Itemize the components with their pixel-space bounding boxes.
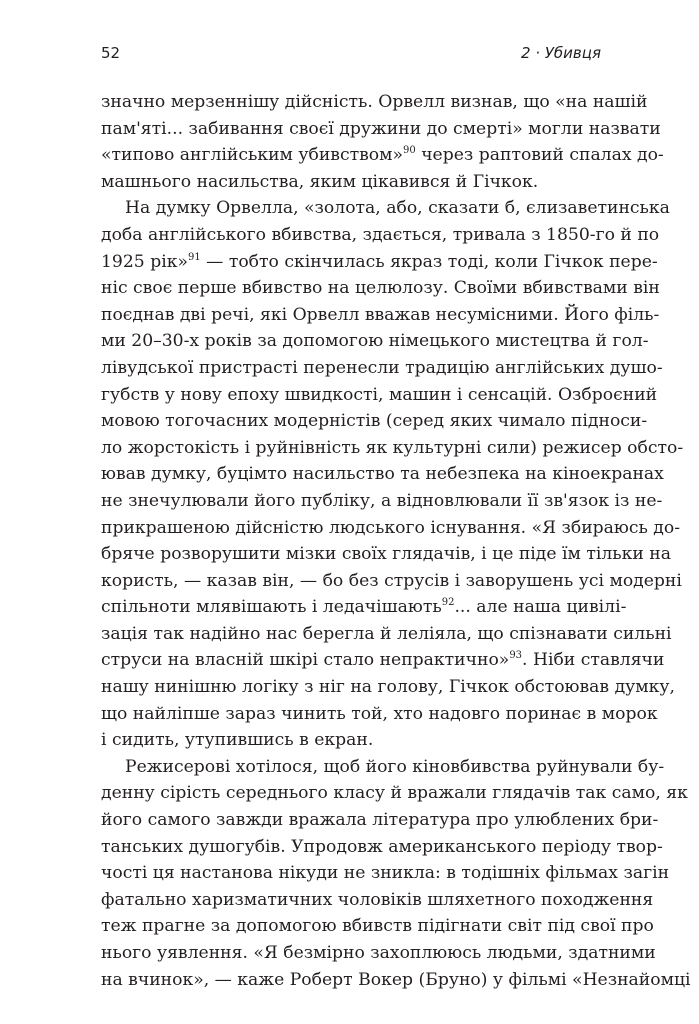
text-segment: зація так надійно нас берегла й леліяла, що спізнавати сильні [101,623,672,644]
footnote-ref: 91 [187,251,201,263]
text-line [101,834,663,861]
text-line [101,780,688,807]
text-line [101,674,675,701]
text-line [101,249,658,276]
text-segment: доба англійського вбивства, здається, тривала з 1850-го й по [101,224,660,245]
text-segment: . Ніби ставлячи [522,650,665,671]
text-line [101,807,659,834]
footnote-ref: 92 [441,597,455,609]
text-segment: бряче розворушити мізки своїх глядачів, і це піде їм тільки на [101,544,671,565]
text-segment: струси на власній шкірі стало непрактично» [101,650,510,671]
text-line [101,142,664,169]
text-line [101,860,670,887]
text-line [101,461,664,488]
text-line [101,222,660,249]
text-segment: що найліпше зараз чинить той, хто надовго поринає в морок [101,703,658,724]
text-line [101,408,648,435]
text-segment: спільноти млявішають і ледачішають [101,597,442,618]
text-segment: і сидить, утупившись в екран. [101,730,374,751]
text-segment: ніс своє перше вбивство на целюлозу. Своїми вбивствами він [101,278,660,299]
text-segment: чості ця настанова нікуди не зникла: в тодішніх фільмах загін [101,863,670,884]
text-segment: не знечулювали його публіку, а відновлювали її зв'язок із не- [101,490,663,511]
text-segment: — тобто скінчилась якраз тоді, коли Гічкок пере- [200,251,658,272]
text-segment: 1925 рік» [101,251,188,272]
text-segment: поєднав дві речі, які Орвелл вважав несумісними. Його філь- [101,304,660,325]
text-line [101,116,661,143]
text-segment: мовою тогочасних модерністів (серед яких чимало підноси- [101,411,648,432]
text-segment: через раптовий спалах до- [415,145,664,166]
text-segment: значно мерзеннішу дійсність. Орвелл визнав, що «на нашій [101,92,648,112]
text-segment: прикрашеною дійсністю людського існування. «Я збираюсь до- [101,517,681,538]
text-line [101,488,663,515]
text-segment: його самого завжди вражала література про улюблених бри- [101,810,659,831]
page-number: 52 [101,44,121,62]
text-line [101,913,654,940]
text-segment: нашу нинішню логіку з ніг на голову, Гічкок обстоював думку, [101,677,675,698]
text-line [101,302,660,329]
text-line [101,754,665,781]
body-text [101,89,691,993]
text-segment: пам'яті... забивання своєї дружини до смерті» могли назвати [101,118,661,139]
text-line [101,594,627,621]
text-segment: на вчинок», — каже Роберт Вокер (Бруно) у фільмі «Незнайомці [101,969,691,990]
text-line [101,435,684,462]
footnote-ref: 90 [403,145,416,157]
text-segment: ми 20–30-х років за допомогою німецького мистецтва й гол- [101,331,649,352]
text-line [101,541,671,568]
text-line [101,727,601,754]
text-segment: денну сірість середнього класу й вражали глядачів так само, як [101,783,688,804]
text-line [101,701,658,728]
footnote-ref: 93 [509,650,523,662]
text-segment: ював думку, буцімто насильство та небезпека на кіноекранах [101,464,664,485]
text-segment: нього уявлення. «Я безмірно захоплююсь людьми, здатними [101,943,656,963]
text-segment: теж прагне за допомогою вбивств підігнати світ під свої про [101,916,654,937]
text-segment: машнього насильства, яким цікавився й Гічкок. [101,171,539,192]
text-segment: На думку Орвелла, «золота, або, сказати б, єлизаветинська [125,198,670,219]
text-segment: ... але наша цивілі- [454,597,627,618]
text-line [101,195,670,222]
text-segment: лівудської пристрасті перенесли традицію англійських душо- [101,357,663,378]
text-line [101,647,665,674]
text-line [101,887,654,914]
text-segment: губств у нову епоху швидкості, машин і сенсацій. Озброєний [101,384,658,405]
text-line [101,568,682,595]
text-line [101,275,660,302]
text-line [101,328,649,355]
text-line [101,621,672,648]
text-line [101,89,648,116]
text-line [101,515,681,542]
text-segment: фатально харизматичних чоловіків шляхетного походження [101,889,654,910]
page-header [101,44,601,68]
text-line [101,940,656,967]
text-line [101,967,691,994]
text-line [101,382,658,409]
running-head: 2 · Убивця [520,44,601,62]
text-segment: ло жорстокість і руйнівність як культурні сили) режисер обсто- [101,437,684,458]
text-segment: користь, — казав він, — бо без струсів і заворушень усі модерні [101,570,682,591]
text-segment: танських душогубів. Упродовж американського періоду твор- [101,836,663,857]
text-line [101,355,663,382]
text-segment: Режисерові хотілося, щоб його кіновбивства руйнували бу- [125,756,665,777]
text-line [101,169,601,196]
text-segment: «типово англійським убивством» [101,145,403,166]
